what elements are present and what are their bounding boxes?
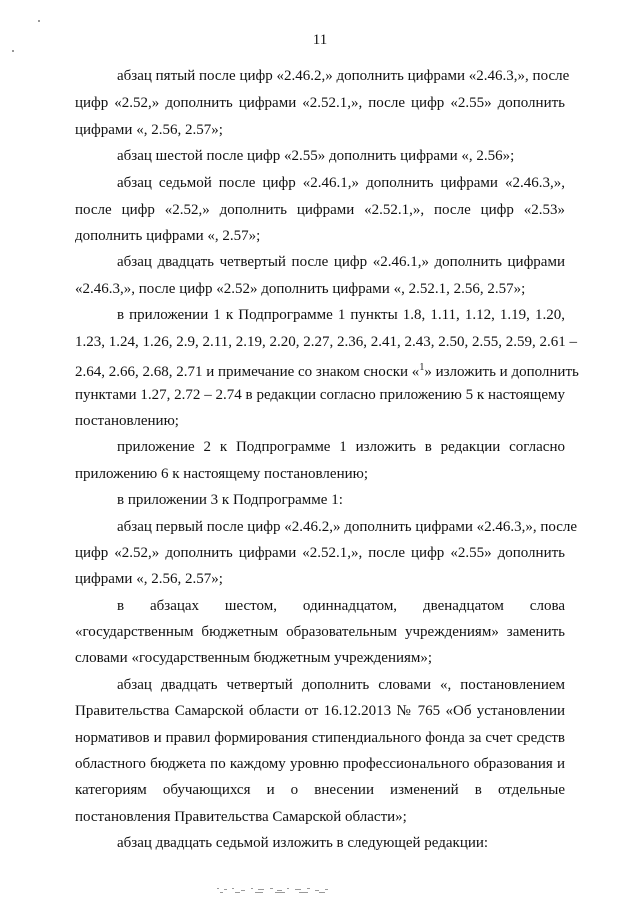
text-line: Правительства Самарской области от 16.12.2013 № 765 «Об установлении — [75, 703, 565, 719]
text-line: в приложении 1 к Подпрограмме 1 пункты 1.8, 1.11, 1.12, 1.19, 1.20, — [117, 307, 565, 323]
text-line: абзац пятый после цифр «2.46.2,» дополнить цифрами «2.46.3,», после — [117, 68, 570, 84]
scan-noise — [215, 886, 335, 894]
text-line: постановления Правительства Самарской области»; — [75, 809, 407, 825]
text-fragment: » изложить и дополнить — [424, 364, 579, 380]
text-line: цифрами «, 2.56, 2.57»; — [75, 571, 223, 587]
text-line: в приложении 3 к Подпрограмме 1: — [117, 492, 343, 508]
text-line: приложению 6 к настоящему постановлению; — [75, 466, 368, 482]
text-line: абзац двадцать седьмой изложить в следующей редакции: — [117, 835, 489, 851]
scan-speck — [12, 50, 14, 52]
text-fragment: 2.64, 2.66, 2.68, 2.71 и примечание со знаком сноски « — [75, 364, 420, 380]
text-line: абзац шестой после цифр «2.55» дополнить цифрами «, 2.56»; — [117, 148, 515, 164]
footnote-mark: 1 — [419, 362, 425, 373]
text-line: «государственным бюджетным образовательным учреждениям» заменить — [75, 624, 565, 640]
text-line: абзац седьмой после цифр «2.46.1,» дополнить цифрами «2.46.3,», — [117, 175, 565, 191]
scan-speck — [38, 20, 40, 22]
text-line: постановлению; — [75, 413, 179, 429]
text-line: дополнить цифрами «, 2.57»; — [75, 228, 261, 244]
text-line: цифр «2.52,» дополнить цифрами «2.52.1,», после цифр «2.55» дополнить — [75, 545, 565, 561]
text-line: категориям обучающихся и о внесении изменений в отдельные — [75, 782, 565, 798]
text-line: после цифр «2.52,» дополнить цифрами «2.52.1,», после цифр «2.53» — [75, 202, 565, 218]
text-line: абзац первый после цифр «2.46.2,» дополнить цифрами «2.46.3,», после — [117, 519, 578, 535]
text-line: «2.46.3,», после цифр «2.52» дополнить цифрами «, 2.52.1, 2.56, 2.57»; — [75, 281, 526, 297]
text-line: цифрами «, 2.56, 2.57»; — [75, 122, 223, 138]
text-line: 1.23, 1.24, 1.26, 2.9, 2.11, 2.19, 2.20, 2.27, 2.36, 2.41, 2.43, 2.50, 2.55, 2.59, 2.61 – — [75, 334, 577, 350]
text-line: словами «государственным бюджетным учреждениям»; — [75, 650, 433, 666]
text-line-footnote — [75, 359, 579, 381]
text-line: абзац двадцать четвертый после цифр «2.46.1,» дополнить цифрами — [117, 254, 565, 270]
text-line: пунктами 1.27, 2.72 – 2.74 в редакции согласно приложению 5 к настоящему — [75, 387, 565, 403]
page-number: 11 — [312, 32, 328, 48]
text-line: цифр «2.52,» дополнить цифрами «2.52.1,», после цифр «2.55» дополнить — [75, 95, 565, 111]
text-line: нормативов и правил формирования стипендиального фонда за счет средств — [75, 730, 565, 746]
text-line: приложение 2 к Подпрограмме 1 изложить в редакции согласно — [117, 439, 565, 455]
text-line: областного бюджета по каждому уровню профессионального образования и — [75, 756, 565, 772]
text-line: абзац двадцать четвертый дополнить словами «, постановлением — [117, 677, 565, 693]
text-line: в абзацах шестом, одиннадцатом, двенадцатом слова — [117, 598, 565, 614]
